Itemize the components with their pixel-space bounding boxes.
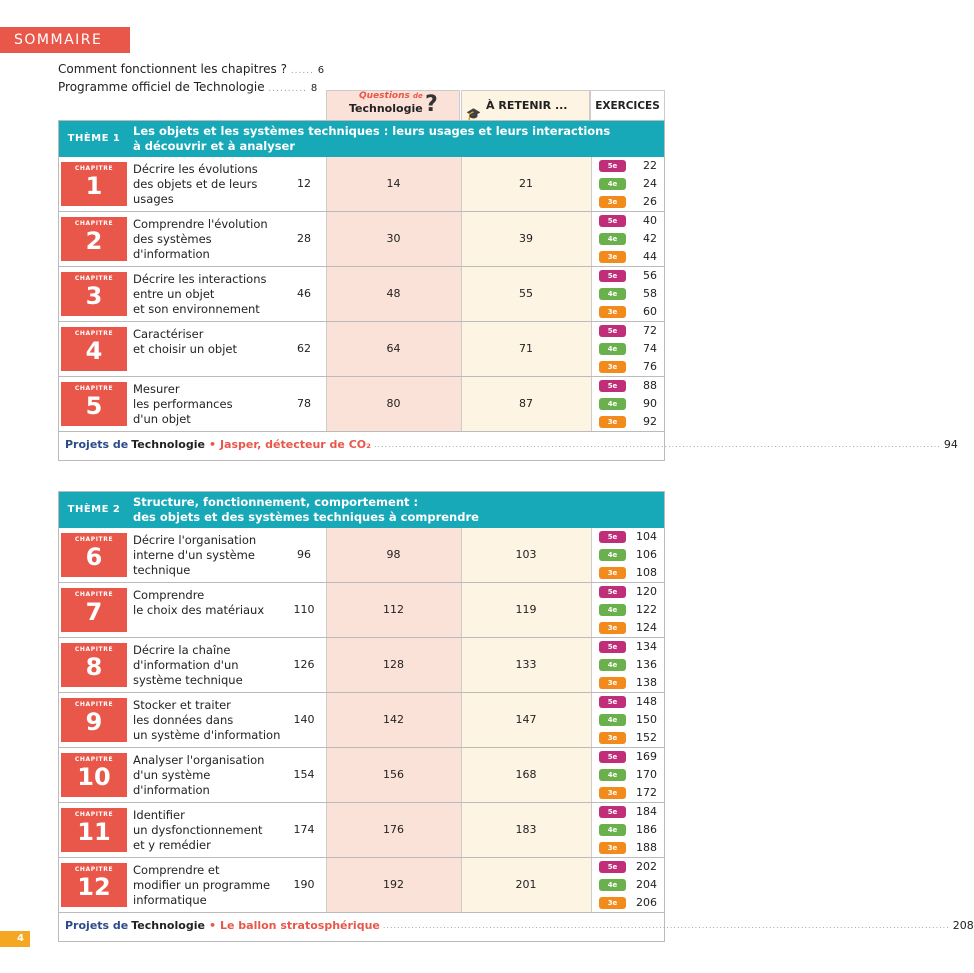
level-badge: 4e <box>599 343 626 355</box>
exercise-entry[interactable] <box>597 285 661 303</box>
exercise-page: 92 <box>643 415 657 428</box>
chapter-row[interactable] <box>59 638 664 693</box>
exercise-page: 204 <box>636 878 657 891</box>
project-line[interactable] <box>59 913 974 943</box>
questions-page[interactable]: 30 <box>386 232 401 245</box>
chapter-row[interactable] <box>59 693 664 748</box>
theme-header <box>59 492 664 528</box>
exercise-page: 148 <box>636 695 657 708</box>
level-badge: 3e <box>599 567 626 579</box>
level-badge: 3e <box>599 732 626 744</box>
bullet-separator: • <box>208 438 216 451</box>
exercise-entry[interactable] <box>597 711 661 729</box>
exercise-entry[interactable] <box>597 564 661 582</box>
retenir-page[interactable]: 119 <box>515 603 537 616</box>
level-badge: 3e <box>599 842 626 854</box>
exercise-entry[interactable] <box>597 858 661 876</box>
chapter-label: CHAPITRE <box>74 866 114 873</box>
project-subject: Technologie <box>131 438 205 451</box>
graduation-cap-icon: 🎓 <box>466 107 481 121</box>
exercise-page: 88 <box>643 379 657 392</box>
exercise-page: 90 <box>643 397 657 410</box>
chapter-number: 9 <box>85 708 103 736</box>
chapter-title: Comprendre le choix des matériaux <box>133 588 265 617</box>
chapter-badge <box>61 162 127 206</box>
exercise-entry[interactable] <box>597 395 661 413</box>
exercise-page: 26 <box>643 195 657 208</box>
retenir-page[interactable]: 55 <box>519 287 533 300</box>
chapter-number: 10 <box>77 763 111 791</box>
exercise-entry[interactable] <box>597 546 661 564</box>
retenir-page[interactable]: 133 <box>515 658 537 671</box>
chapter-start-page[interactable]: 46 <box>297 287 311 300</box>
chapter-label: CHAPITRE <box>74 756 114 763</box>
exercise-entry[interactable] <box>597 583 661 601</box>
level-badge: 4e <box>599 178 626 190</box>
exercise-entry[interactable] <box>597 340 661 358</box>
level-badge: 5e <box>599 531 626 543</box>
chapter-start-page[interactable]: 110 <box>293 603 315 616</box>
exercise-page: 136 <box>636 658 657 671</box>
chapter-label: CHAPITRE <box>74 275 114 282</box>
project-prefix: Projets de <box>65 438 129 451</box>
level-badge: 3e <box>599 251 626 263</box>
exercise-page: 22 <box>643 159 657 172</box>
exercise-entry[interactable] <box>597 784 661 802</box>
exercise-entry[interactable] <box>597 303 661 321</box>
retenir-page[interactable]: 71 <box>519 342 533 355</box>
exercise-page: 58 <box>643 287 657 300</box>
level-badge: 5e <box>599 696 626 708</box>
level-badge: 3e <box>599 622 626 634</box>
chapter-start-page[interactable]: 190 <box>293 878 315 891</box>
level-badge: 5e <box>599 380 626 392</box>
exercise-page: 106 <box>636 548 657 561</box>
chapter-label: CHAPITRE <box>74 811 114 818</box>
chapter-label: CHAPITRE <box>74 536 114 543</box>
chapter-badge <box>61 533 127 577</box>
exercise-page: 108 <box>636 566 657 579</box>
theme-label: THÈME 2 <box>67 504 121 515</box>
retenir-page[interactable]: 183 <box>515 823 537 836</box>
level-badge: 3e <box>599 361 626 373</box>
chapter-label: CHAPITRE <box>74 385 114 392</box>
exercise-page: 186 <box>636 823 657 836</box>
chapter-start-page[interactable]: 174 <box>293 823 315 836</box>
intro-line-1[interactable] <box>58 62 324 76</box>
theme-table-1 <box>58 120 958 461</box>
chapter-row[interactable] <box>59 322 664 377</box>
chapter-title: Identifier un dysfonctionnement et y remédier <box>133 808 263 852</box>
chapter-label: CHAPITRE <box>74 165 114 172</box>
intro-text: Comment fonctionnent les chapitres ? <box>58 62 287 76</box>
level-badge: 4e <box>599 769 626 781</box>
exercise-entry[interactable] <box>597 377 661 395</box>
chapter-title: Comprendre et modifier un programme informatique <box>133 863 271 907</box>
questions-page[interactable]: 192 <box>383 878 404 891</box>
questions-page[interactable]: 128 <box>383 658 404 671</box>
chapter-label: CHAPITRE <box>74 330 114 337</box>
exercise-entry[interactable] <box>597 619 661 637</box>
sommaire-banner: SOMMAIRE <box>0 27 130 53</box>
retenir-page[interactable]: 103 <box>515 548 537 561</box>
exercise-page: 172 <box>636 786 657 799</box>
exercise-entry[interactable] <box>597 358 661 376</box>
chapter-title: Décrire la chaîne d'information d'un système technique <box>133 643 243 687</box>
exercise-entry[interactable] <box>597 839 661 857</box>
exercise-page: 122 <box>636 603 657 616</box>
questions-page[interactable]: 156 <box>383 768 404 781</box>
chapter-start-page[interactable]: 126 <box>293 658 315 671</box>
chapter-badge <box>61 753 127 797</box>
chapter-badge <box>61 217 127 261</box>
exercise-entry[interactable] <box>597 601 661 619</box>
level-badge: 4e <box>599 604 626 616</box>
theme-header <box>59 121 664 157</box>
exercise-page: 150 <box>636 713 657 726</box>
exercise-page: 40 <box>643 214 657 227</box>
retenir-page[interactable]: 39 <box>519 232 533 245</box>
chapter-row[interactable] <box>59 528 664 583</box>
questions-page[interactable]: 142 <box>383 713 404 726</box>
exercise-entry[interactable] <box>597 821 661 839</box>
level-badge: 4e <box>599 288 626 300</box>
intro-text: Programme officiel de Technologie <box>58 80 265 94</box>
level-badge: 4e <box>599 824 626 836</box>
questions-page[interactable]: 98 <box>386 548 401 561</box>
leader-dots: ...... <box>290 66 314 76</box>
exercise-page: 76 <box>643 360 657 373</box>
level-badge: 4e <box>599 549 626 561</box>
exercise-page: 152 <box>636 731 657 744</box>
project-page: 208 <box>952 919 974 932</box>
leader-dots: ................................................................................................................................................................ <box>373 440 941 449</box>
chapter-start-page[interactable]: 28 <box>297 232 311 245</box>
level-badge: 5e <box>599 586 626 598</box>
chapter-row[interactable] <box>59 212 664 267</box>
level-badge: 5e <box>599 751 626 763</box>
exercise-entry[interactable] <box>597 413 661 431</box>
page-number: 4 <box>0 931 30 947</box>
exercise-page: 206 <box>636 896 657 909</box>
level-badge: 5e <box>599 806 626 818</box>
exercise-entry[interactable] <box>597 193 661 211</box>
level-badge: 5e <box>599 270 626 282</box>
retenir-page[interactable]: 87 <box>519 397 533 410</box>
chapter-row[interactable] <box>59 858 664 913</box>
chapter-start-page[interactable]: 78 <box>297 397 311 410</box>
exercise-entry[interactable] <box>597 230 661 248</box>
header-questions <box>326 90 460 120</box>
exercise-entry[interactable] <box>597 267 661 285</box>
exercise-page: 44 <box>643 250 657 263</box>
exercise-entry[interactable] <box>597 894 661 912</box>
chapter-title: Décrire l'organisation interne d'un système technique <box>133 533 257 577</box>
chapter-label: CHAPITRE <box>74 220 114 227</box>
level-badge: 5e <box>599 641 626 653</box>
theme-title: Structure, fonctionnement, comportement : des objets et des systèmes techniques à comprendre <box>133 495 479 524</box>
chapter-number: 5 <box>85 392 103 420</box>
level-badge: 4e <box>599 714 626 726</box>
exercise-page: 60 <box>643 305 657 318</box>
project-subject: Technologie <box>131 919 205 932</box>
retenir-page[interactable]: 147 <box>515 713 537 726</box>
intro-page: 6 <box>317 65 325 76</box>
level-badge: 5e <box>599 861 626 873</box>
exercise-entry[interactable] <box>597 729 661 747</box>
exercise-page: 104 <box>636 530 657 543</box>
intro-line-2[interactable] <box>58 80 317 94</box>
exercise-entry[interactable] <box>597 766 661 784</box>
chapter-title: Stocker et traiter les données dans un système d'information <box>133 698 281 742</box>
retenir-page[interactable]: 201 <box>515 878 537 891</box>
leader-dots: .......... <box>268 84 308 94</box>
chapter-badge <box>61 643 127 687</box>
questions-top: Questions de <box>359 91 423 101</box>
chapter-badge <box>61 698 127 742</box>
chapter-row[interactable] <box>59 748 664 803</box>
exercise-page: 202 <box>636 860 657 873</box>
project-prefix: Projets de <box>65 919 129 932</box>
chapter-number: 11 <box>77 818 111 846</box>
exercise-page: 138 <box>636 676 657 689</box>
leader-dots: ................................................................................................................................................................ <box>382 921 950 930</box>
exercise-entry[interactable] <box>597 248 661 266</box>
chapter-number: 4 <box>85 337 103 365</box>
level-badge: 4e <box>599 879 626 891</box>
chapter-number: 6 <box>85 543 103 571</box>
exercise-entry[interactable] <box>597 876 661 894</box>
exercise-entry[interactable] <box>597 212 661 230</box>
chapter-row[interactable] <box>59 583 664 638</box>
questions-page[interactable]: 80 <box>386 397 401 410</box>
project-name: Le ballon stratosphérique <box>219 919 380 932</box>
retenir-page[interactable]: 21 <box>519 177 533 190</box>
chapter-number: 1 <box>85 172 103 200</box>
level-badge: 3e <box>599 897 626 909</box>
chapter-title: Décrire les interactions entre un objet et son environnement <box>133 272 267 316</box>
chapter-row[interactable] <box>59 267 664 322</box>
chapter-start-page[interactable]: 62 <box>297 342 311 355</box>
theme-table-2 <box>58 491 974 942</box>
chapter-number: 3 <box>85 282 103 310</box>
theme-label: THÈME 1 <box>67 133 121 144</box>
exercise-entry[interactable] <box>597 693 661 711</box>
chapter-start-page[interactable]: 96 <box>297 548 311 561</box>
chapter-label: CHAPITRE <box>74 591 114 598</box>
intro-page: 8 <box>310 83 318 94</box>
chapter-start-page[interactable]: 154 <box>293 768 315 781</box>
chapter-number: 2 <box>85 227 103 255</box>
chapter-start-page[interactable]: 140 <box>293 713 315 726</box>
level-badge: 4e <box>599 659 626 671</box>
questions-page[interactable]: 176 <box>383 823 404 836</box>
questions-page[interactable]: 14 <box>386 177 401 190</box>
exercise-entry[interactable] <box>597 175 661 193</box>
project-line[interactable] <box>59 432 958 462</box>
chapter-row[interactable] <box>59 803 664 858</box>
chapter-number: 7 <box>85 598 103 626</box>
level-badge: 3e <box>599 416 626 428</box>
exercise-page: 120 <box>636 585 657 598</box>
chapter-badge <box>61 808 127 852</box>
theme-title: Les objets et les systèmes techniques : leurs usages et leurs interactions à découvrir et à analyser <box>133 124 611 153</box>
exercices-label: EXERCICES <box>595 100 660 112</box>
chapter-number: 8 <box>85 653 103 681</box>
questions-bottom: Technologie <box>349 102 423 115</box>
chapter-title: Analyser l'organisation d'un système d'information <box>133 753 265 797</box>
retenir-label: À RETENIR ... <box>486 99 568 112</box>
exercise-page: 42 <box>643 232 657 245</box>
project-page: 94 <box>943 438 958 451</box>
chapter-title: Mesurer les performances d'un objet <box>133 382 233 426</box>
level-badge: 3e <box>599 306 626 318</box>
level-badge: 3e <box>599 787 626 799</box>
exercise-entry[interactable] <box>597 656 661 674</box>
chapter-row[interactable] <box>59 157 664 212</box>
retenir-page[interactable]: 168 <box>515 768 537 781</box>
chapter-label: CHAPITRE <box>74 646 114 653</box>
exercise-entry[interactable] <box>597 528 661 546</box>
exercise-page: 24 <box>643 177 657 190</box>
level-badge: 5e <box>599 325 626 337</box>
questions-page[interactable]: 112 <box>383 603 404 616</box>
level-badge: 3e <box>599 677 626 689</box>
exercise-entry[interactable] <box>597 638 661 656</box>
chapter-badge <box>61 382 127 426</box>
exercise-page: 56 <box>643 269 657 282</box>
header-exercices <box>590 90 665 120</box>
exercise-entry[interactable] <box>597 322 661 340</box>
chapter-title: Décrire les évolutions des objets et de leurs usages <box>133 162 258 206</box>
level-badge: 3e <box>599 196 626 208</box>
header-retenir <box>461 90 590 120</box>
exercise-entry[interactable] <box>597 803 661 821</box>
level-badge: 4e <box>599 233 626 245</box>
exercise-page: 184 <box>636 805 657 818</box>
chapter-label: CHAPITRE <box>74 701 114 708</box>
chapter-badge <box>61 863 127 907</box>
questions-page[interactable]: 64 <box>386 342 401 355</box>
bullet-separator: • <box>208 919 216 932</box>
chapter-number: 12 <box>77 873 111 901</box>
chapter-row[interactable] <box>59 377 664 432</box>
chapter-start-page[interactable]: 12 <box>297 177 311 190</box>
exercise-page: 124 <box>636 621 657 634</box>
question-mark-icon: ? <box>425 92 438 117</box>
questions-page[interactable]: 48 <box>386 287 401 300</box>
chapter-title: Caractériser et choisir un objet <box>133 327 237 356</box>
exercise-page: 188 <box>636 841 657 854</box>
exercise-entry[interactable] <box>597 748 661 766</box>
level-badge: 5e <box>599 160 626 172</box>
exercise-entry[interactable] <box>597 674 661 692</box>
level-badge: 5e <box>599 215 626 227</box>
level-badge: 4e <box>599 398 626 410</box>
exercise-entry[interactable] <box>597 157 661 175</box>
chapter-badge <box>61 327 127 371</box>
exercise-page: 74 <box>643 342 657 355</box>
project-name: Jasper, détecteur de CO₂ <box>219 438 371 451</box>
chapter-title: Comprendre l'évolution des systèmes d'information <box>133 217 268 261</box>
exercise-page: 72 <box>643 324 657 337</box>
exercise-page: 169 <box>636 750 657 763</box>
chapter-badge <box>61 588 127 632</box>
exercise-page: 170 <box>636 768 657 781</box>
chapter-badge <box>61 272 127 316</box>
exercise-page: 134 <box>636 640 657 653</box>
